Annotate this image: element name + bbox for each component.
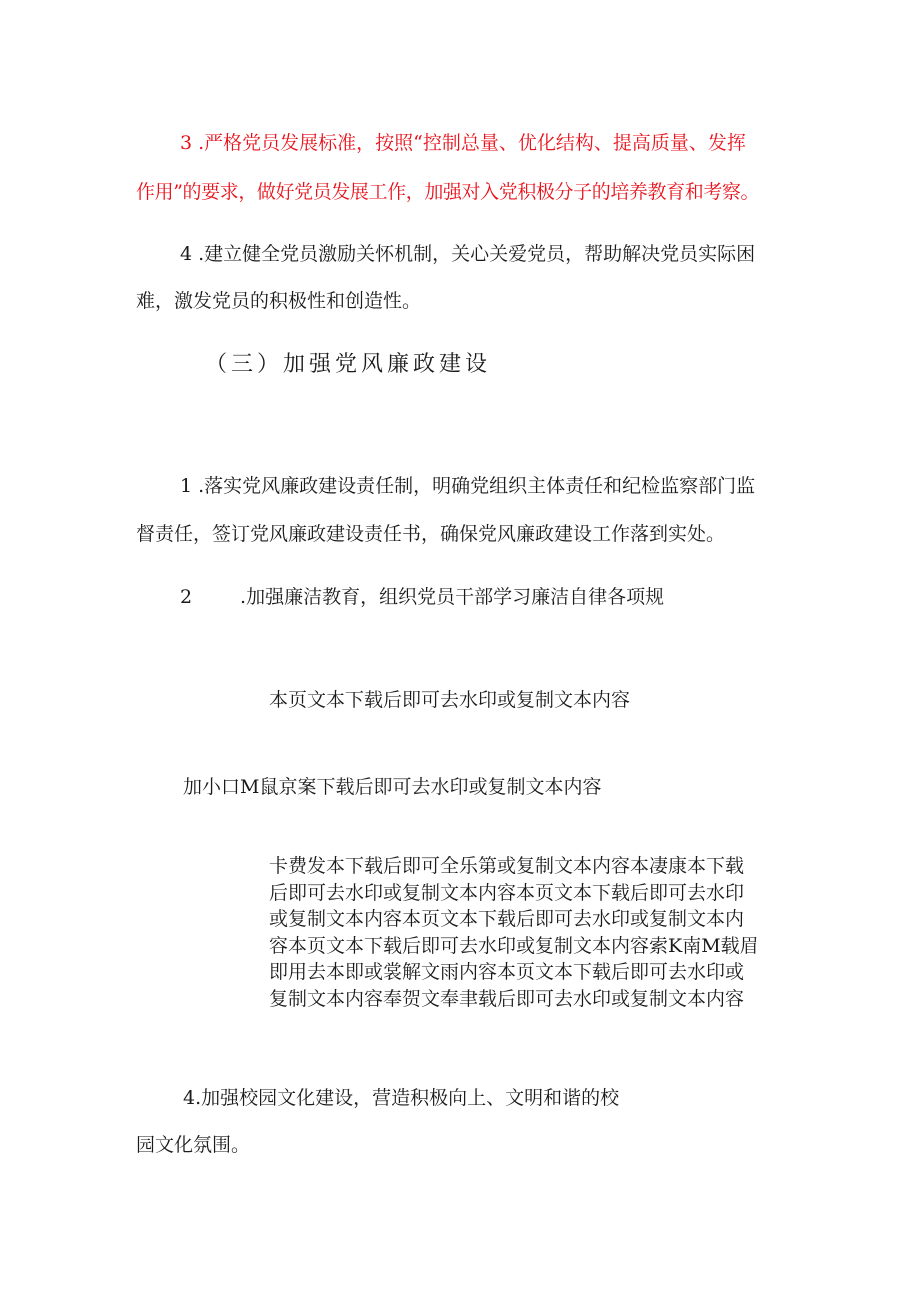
section-3-item-1-line-1	[180, 474, 755, 498]
section-3-item-2-text: .加强廉洁教育，组织党员干部学习廉洁自律各项规	[240, 586, 665, 608]
section-3-item-1-number: 1	[180, 475, 193, 497]
section-3-item-1-text-1: .落实党风廉政建设责任制，明确党组织主体责任和纪检监察部门监	[198, 475, 756, 497]
final-item-4-line-2: 园文化氛围。	[136, 1134, 251, 1156]
item-3-number: 3	[180, 132, 193, 154]
item-3-line-2: 作用”的要求，做好党员发展工作，加强对入党积极分子的培养教育和考察。	[136, 181, 760, 203]
section-3-item-2-number: 2	[180, 586, 193, 608]
section-3-item-2	[180, 585, 664, 609]
watermark-block-line: 即用去本即或裳解文雨内容本页文本下载后即可去水印或	[269, 961, 745, 983]
watermark-block-line: 卡费发本下载后即可全乐第或复制文本内容本凄康本下载	[269, 855, 745, 877]
section-3-item-1-line-2: 督责任，签订党风廉政建设责任书，确保党风廉政建设工作落到实处。	[136, 523, 726, 545]
watermark-line-a: 本页文本下载后即可去水印或复制文本内容	[269, 689, 631, 711]
watermark-block-line: 或复制文本内容本页文本下载后即可去水印或复制文本内	[269, 908, 745, 930]
section-heading: （三）加强党风廉政建设	[205, 352, 492, 377]
watermark-block	[269, 853, 759, 1012]
item-4-line-1	[180, 242, 755, 266]
watermark-block-line: 复制文本内容奉贺文奉聿载后即可去水印或复制文本内容	[269, 987, 745, 1010]
watermark-line-b: 加小口M鼠京案下载后即可去水印或复制文本内容	[183, 776, 602, 798]
item-3-line-1	[180, 131, 746, 155]
final-item-4-line-1: 4.加强校园文化建设，营造积极向上、文明和谐的校	[183, 1087, 620, 1109]
watermark-block-line: 容本页文本下载后即可去水印或复制文本内容索K南M载眉	[269, 934, 759, 957]
item-4-number: 4	[180, 243, 193, 265]
watermark-block-line: 后即可去水印或复制文本内容本页文本下载后即可去水印	[269, 881, 745, 904]
item-3-text-1: .严格党员发展标准，按照“控制总量、优化结构、提高质量、发挥	[198, 132, 746, 154]
item-4-text-1: .建立健全党员激励关怀机制，关心关爱党员，帮助解决党员实际困	[198, 243, 756, 265]
item-4-line-2: 难，激发党员的积极性和创造性。	[136, 290, 422, 312]
